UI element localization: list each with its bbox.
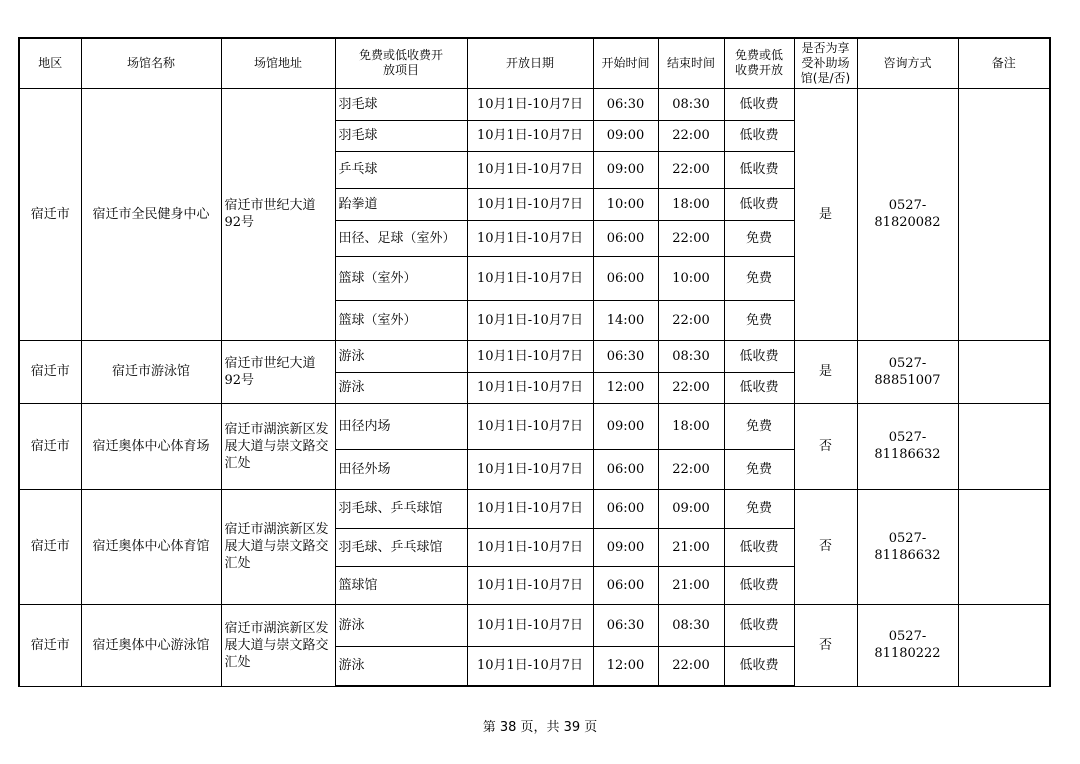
subsidy-cell: 否 [794, 489, 857, 604]
start-time-cell: 12:00 [593, 372, 658, 403]
end-time-cell: 18:00 [658, 188, 724, 220]
fee-type-cell: 低收费 [724, 188, 794, 220]
start-time-cell: 12:00 [593, 646, 658, 686]
table-row [19, 403, 1050, 449]
project-cell: 游泳 [335, 372, 467, 403]
dates-cell: 10月1日-10月7日 [467, 528, 593, 566]
fee-type-cell: 低收费 [724, 604, 794, 646]
project-cell: 游泳 [335, 340, 467, 372]
header-venue-address: 场馆地址 [221, 38, 335, 88]
start-time-cell: 06:30 [593, 604, 658, 646]
end-time-cell: 10:00 [658, 256, 724, 300]
fee-type-cell: 低收费 [724, 88, 794, 120]
contact-cell: 0527-81180222 [857, 604, 958, 686]
note-cell [958, 403, 1050, 489]
contact-cell: 0527-88851007 [857, 340, 958, 403]
venue-address-cell: 宿迁市湖滨新区发展大道与崇文路交汇处 [221, 489, 335, 604]
fee-type-cell: 低收费 [724, 646, 794, 686]
end-time-cell: 21:00 [658, 528, 724, 566]
header-start-time: 开始时间 [593, 38, 658, 88]
project-cell: 田径外场 [335, 449, 467, 489]
project-cell: 跆拳道 [335, 188, 467, 220]
fee-type-cell: 免费 [724, 300, 794, 340]
start-time-cell: 06:00 [593, 256, 658, 300]
fee-type-cell: 免费 [724, 256, 794, 300]
dates-cell: 10月1日-10月7日 [467, 646, 593, 686]
venue-address-cell: 宿迁市湖滨新区发展大道与崇文路交汇处 [221, 604, 335, 686]
end-time-cell: 22:00 [658, 372, 724, 403]
header-note: 备注 [958, 38, 1050, 88]
dates-cell: 10月1日-10月7日 [467, 449, 593, 489]
project-cell: 羽毛球 [335, 88, 467, 120]
header-row [19, 38, 1050, 88]
dates-cell: 10月1日-10月7日 [467, 188, 593, 220]
region-cell: 宿迁市 [19, 604, 81, 686]
note-cell [958, 340, 1050, 403]
venue-name-cell: 宿迁市游泳馆 [81, 340, 221, 403]
contact-cell: 0527-81820082 [857, 88, 958, 340]
subsidy-cell: 否 [794, 604, 857, 686]
fee-type-cell: 低收费 [724, 566, 794, 604]
contact-cell: 0527-81186632 [857, 403, 958, 489]
region-cell: 宿迁市 [19, 88, 81, 340]
project-cell: 篮球（室外） [335, 300, 467, 340]
project-cell: 游泳 [335, 646, 467, 686]
dates-cell: 10月1日-10月7日 [467, 220, 593, 256]
note-cell [958, 88, 1050, 340]
table-row [19, 340, 1050, 372]
dates-cell: 10月1日-10月7日 [467, 340, 593, 372]
end-time-cell: 22:00 [658, 300, 724, 340]
end-time-cell: 22:00 [658, 449, 724, 489]
start-time-cell: 09:00 [593, 151, 658, 188]
header-venue-name: 场馆名称 [81, 38, 221, 88]
header-contact: 咨询方式 [857, 38, 958, 88]
fee-type-cell: 低收费 [724, 340, 794, 372]
project-cell: 羽毛球、乒乓球馆 [335, 528, 467, 566]
start-time-cell: 09:00 [593, 528, 658, 566]
project-cell: 田径、足球（室外） [335, 220, 467, 256]
end-time-cell: 21:00 [658, 566, 724, 604]
header-end-time: 结束时间 [658, 38, 724, 88]
region-cell: 宿迁市 [19, 489, 81, 604]
header-dates: 开放日期 [467, 38, 593, 88]
start-time-cell: 06:30 [593, 340, 658, 372]
start-time-cell: 06:30 [593, 88, 658, 120]
fee-type-cell: 免费 [724, 449, 794, 489]
venue-name-cell: 宿迁市全民健身中心 [81, 88, 221, 340]
project-cell: 篮球馆 [335, 566, 467, 604]
end-time-cell: 08:30 [658, 88, 724, 120]
venue-name-cell: 宿迁奥体中心游泳馆 [81, 604, 221, 686]
header-subsidy: 是否为享受补助场馆(是/否) [794, 38, 857, 88]
subsidy-cell: 是 [794, 88, 857, 340]
fee-type-cell: 低收费 [724, 151, 794, 188]
end-time-cell: 08:30 [658, 604, 724, 646]
end-time-cell: 22:00 [658, 220, 724, 256]
dates-cell: 10月1日-10月7日 [467, 489, 593, 528]
note-cell [958, 489, 1050, 604]
dates-cell: 10月1日-10月7日 [467, 372, 593, 403]
subsidy-cell: 否 [794, 403, 857, 489]
project-cell: 羽毛球、乒乓球馆 [335, 489, 467, 528]
project-cell: 篮球（室外） [335, 256, 467, 300]
start-time-cell: 06:00 [593, 489, 658, 528]
table-row [19, 604, 1050, 646]
dates-cell: 10月1日-10月7日 [467, 256, 593, 300]
start-time-cell: 14:00 [593, 300, 658, 340]
venue-name-cell: 宿迁奥体中心体育馆 [81, 489, 221, 604]
dates-cell: 10月1日-10月7日 [467, 151, 593, 188]
subsidy-cell: 是 [794, 340, 857, 403]
note-cell [958, 604, 1050, 686]
venue-address-cell: 宿迁市世纪大道92号 [221, 340, 335, 403]
fee-type-cell: 免费 [724, 489, 794, 528]
page-footer: 第 38 页，共 39 页 [482, 720, 598, 735]
dates-cell: 10月1日-10月7日 [467, 300, 593, 340]
venue-address-cell: 宿迁市世纪大道92号 [221, 88, 335, 340]
start-time-cell: 06:00 [593, 449, 658, 489]
project-cell: 游泳 [335, 604, 467, 646]
project-cell: 羽毛球 [335, 120, 467, 151]
start-time-cell: 10:00 [593, 188, 658, 220]
table-row [19, 88, 1050, 120]
end-time-cell: 18:00 [658, 403, 724, 449]
fee-type-cell: 低收费 [724, 120, 794, 151]
table-row [19, 489, 1050, 528]
project-cell: 田径内场 [335, 403, 467, 449]
contact-cell: 0527-81186632 [857, 489, 958, 604]
fee-type-cell: 免费 [724, 220, 794, 256]
dates-cell: 10月1日-10月7日 [467, 403, 593, 449]
start-time-cell: 06:00 [593, 566, 658, 604]
dates-cell: 10月1日-10月7日 [467, 566, 593, 604]
fee-type-cell: 低收费 [724, 372, 794, 403]
end-time-cell: 22:00 [658, 646, 724, 686]
start-time-cell: 06:00 [593, 220, 658, 256]
dates-cell: 10月1日-10月7日 [467, 120, 593, 151]
fee-type-cell: 免费 [724, 403, 794, 449]
end-time-cell: 08:30 [658, 340, 724, 372]
dates-cell: 10月1日-10月7日 [467, 88, 593, 120]
region-cell: 宿迁市 [19, 340, 81, 403]
end-time-cell: 22:00 [658, 120, 724, 151]
start-time-cell: 09:00 [593, 403, 658, 449]
venue-table [18, 37, 1051, 687]
fee-type-cell: 低收费 [724, 528, 794, 566]
venue-address-cell: 宿迁市湖滨新区发展大道与崇文路交汇处 [221, 403, 335, 489]
start-time-cell: 09:00 [593, 120, 658, 151]
end-time-cell: 09:00 [658, 489, 724, 528]
venue-name-cell: 宿迁奥体中心体育场 [81, 403, 221, 489]
project-cell: 乒乓球 [335, 151, 467, 188]
header-fee-type: 免费或低收费开放 [724, 38, 794, 88]
header-region: 地区 [19, 38, 81, 88]
dates-cell: 10月1日-10月7日 [467, 604, 593, 646]
region-cell: 宿迁市 [19, 403, 81, 489]
header-project: 免费或低收费开放项目 [335, 38, 467, 88]
end-time-cell: 22:00 [658, 151, 724, 188]
